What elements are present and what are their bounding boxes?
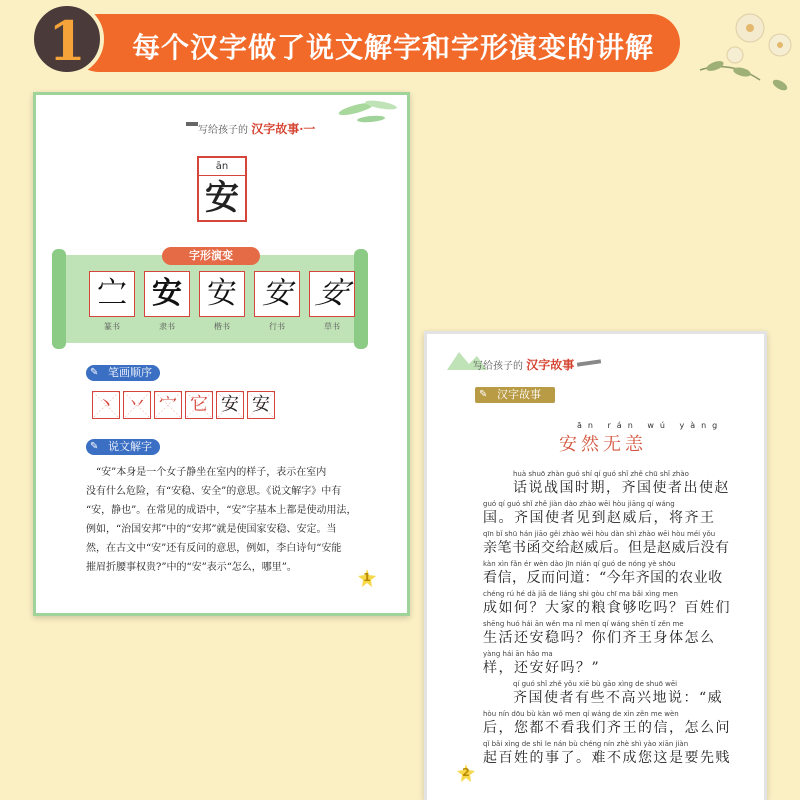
shuowen-section-label: 说文解字 — [108, 440, 152, 453]
evolution-scroll — [60, 249, 360, 343]
evolution-glyph: 安 — [152, 276, 182, 311]
story-text: 看信，反而问道：“今年齐国的农业收 — [483, 570, 723, 586]
stroke-glyph: 它 — [190, 394, 208, 415]
story-text: 样，还安好吗？” — [483, 660, 601, 676]
story-row — [483, 740, 753, 767]
bamboo-leaf-icon — [326, 95, 406, 135]
story-tag-icon: ✎ — [479, 389, 488, 400]
scroll-right-roll — [354, 249, 368, 349]
brush-icon — [575, 358, 605, 368]
page-number-text: 1 — [363, 571, 371, 584]
stroke-glyph: 宀 — [159, 394, 177, 415]
stroke-cell — [216, 391, 244, 419]
story-pinyin: guó qí guó shǐ zhě jiàn dào zhào wēi hòu jiāng qí wáng — [483, 500, 675, 508]
stroke-cell — [247, 391, 275, 419]
story-row — [483, 620, 753, 647]
paragraph-line: “安，静也”。在常见的成语中，“安”字基本上都是使动用法， — [86, 505, 357, 516]
evolution-cell — [144, 271, 190, 317]
evolution-cell — [89, 271, 135, 317]
evolution-glyph: 安 — [312, 276, 352, 311]
story-text: 后，您都不看我们齐王的信，怎么问 — [483, 720, 731, 736]
story-text: 生活还安稳吗？你们齐王身体怎么 — [483, 630, 716, 646]
main-character: 安 — [205, 178, 239, 218]
story-pinyin: qīn bǐ shū hán jiāo gěi zhào wēi hòu dàn shì zhào wēi hòu méi yǒu — [483, 530, 716, 538]
evolution-label: 行书 — [269, 322, 285, 331]
story-pinyin: qí guó shǐ zhě yǒu xiē bù gāo xìng de shuō wēi — [513, 680, 678, 688]
story-pinyin: huà shuō zhàn guó shí qí guó shǐ zhě chū shǐ zhào — [513, 470, 689, 478]
evolution-label: 篆书 — [104, 322, 120, 331]
header-prefix: 写给孩子的 — [473, 361, 523, 372]
stroke-glyph: 安 — [252, 394, 270, 415]
story-text: 成如何？大家的粮食够吃吗？百姓们 — [483, 600, 731, 616]
header-series-title: 汉字故事·一 — [251, 122, 316, 136]
stroke-glyph: 安 — [221, 394, 239, 415]
stroke-cell — [185, 391, 213, 419]
paragraph-line: 摧眉折腰事权贵?”中的“安”表示“怎么，哪里”。 — [86, 562, 297, 573]
flower-decoration-icon — [680, 0, 800, 110]
stroke-order-tag — [86, 365, 160, 381]
story-row — [483, 560, 753, 587]
story-text: 亲笔书函交给赵威后。但是赵威后没有 — [483, 540, 730, 556]
story-text: 起百姓的事了。难不成您这是要先贱 — [483, 750, 731, 766]
story-text: 话说战国时期，齐国使者出使赵 — [513, 480, 730, 496]
story-pinyin: yàng hái ān hǎo ma — [483, 650, 553, 658]
shuowen-section-icon: ✎ — [90, 441, 99, 452]
story-row — [483, 530, 753, 557]
evolution-tag: 字形演变 — [162, 247, 260, 265]
left-book-page — [33, 92, 410, 616]
story-title: 安然无恙 — [559, 434, 647, 455]
top-banner — [0, 0, 800, 86]
story-row — [483, 590, 753, 617]
right-page-header — [473, 356, 574, 373]
stroke-glyph: 丷 — [128, 394, 146, 415]
story-pinyin: shēng huó hái ān wěn ma nǐ men qí wáng shēn tǐ zěn me — [483, 620, 684, 628]
story-tag-label: 汉字故事 — [497, 388, 541, 401]
evolution-label: 楷书 — [214, 322, 230, 331]
paragraph-line: 然，在古文中“安”还有反问的意思，例如，李白诗句“安能 — [86, 543, 342, 554]
scroll-left-roll — [52, 249, 66, 349]
left-page-number — [358, 569, 376, 587]
evolution-glyph: 㝉 — [97, 276, 127, 311]
story-text: 国。齐国使者见到赵威后，将齐王 — [483, 510, 716, 526]
story-pinyin: chéng rú hé dà jiā de liáng shi gòu chī ma bǎi xìng men — [483, 590, 678, 598]
stroke-cell — [154, 391, 182, 419]
story-row — [483, 680, 753, 707]
stroke-section-label: 笔画顺序 — [108, 366, 152, 379]
stroke-glyph: 丶 — [97, 394, 115, 415]
story-row — [483, 470, 753, 497]
stroke-section-icon: ✎ — [90, 367, 99, 378]
evolution-cell — [309, 271, 355, 317]
story-tag — [475, 387, 555, 403]
right-page-number — [457, 764, 475, 782]
shuowen-tag — [86, 439, 160, 455]
banner-title: 每个汉字做了说文解字和字形演变的讲解 — [132, 31, 655, 64]
evolution-glyph: 安 — [262, 276, 292, 311]
evolution-cell — [199, 271, 245, 317]
evolution-label: 隶书 — [159, 322, 175, 331]
story-row — [483, 500, 753, 527]
paragraph-line: 例如，“治国安邦”中的“安邦”就是使国家安稳、安定。当 — [86, 524, 337, 535]
evolution-glyph: 安 — [207, 276, 237, 311]
story-title-pinyin: ān rán wú yàng — [577, 421, 724, 430]
page-number-text: 2 — [462, 766, 470, 779]
story-pinyin: hòu nín dōu bù kàn wǒ men qí wáng de xìn zěn me wèn — [483, 710, 679, 718]
paragraph-line: 没有什么危险，有“安稳、安全”的意思。《说文解字》中有 — [86, 486, 342, 497]
story-pinyin: kàn xìn fǎn ér wèn dào jīn nián qí guó de nóng yè shōu — [483, 560, 676, 568]
character-box — [197, 156, 247, 222]
story-row — [483, 710, 753, 737]
brush-icon — [186, 119, 198, 129]
story-pinyin: qǐ bǎi xìng de shì le nán bù chéng nín zhè shì yào xiān jiàn — [483, 740, 689, 748]
header-prefix: 写给孩子的 — [198, 125, 248, 136]
story-text: 齐国使者有些不高兴地说：“威 — [513, 690, 724, 706]
stroke-cell — [92, 391, 120, 419]
right-book-page — [424, 331, 767, 800]
shuowen-paragraph — [86, 463, 366, 577]
character-pinyin: ān — [199, 158, 245, 176]
stroke-cell — [123, 391, 151, 419]
paragraph-line: “安”本身是一个女子静坐在室内的样子，表示在室内 — [96, 467, 327, 478]
header-series-title: 汉字故事 — [526, 358, 575, 372]
badge-number: 1 — [48, 9, 86, 73]
number-badge — [30, 2, 104, 76]
evolution-cell — [254, 271, 300, 317]
story-row — [483, 650, 753, 677]
left-page-header — [198, 120, 315, 137]
evolution-label: 草书 — [324, 322, 340, 331]
